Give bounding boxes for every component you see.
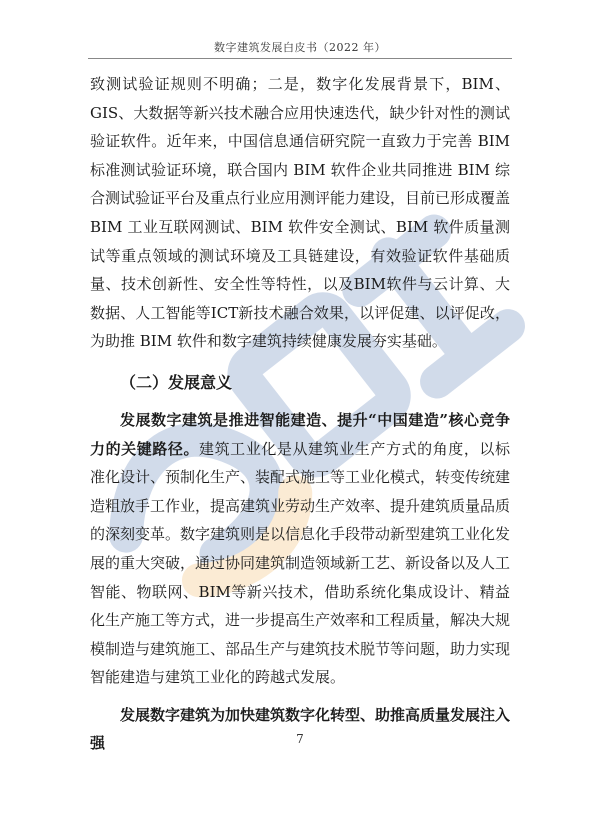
paragraph-2-body: 建筑工业化是从建筑业生产方式的角度，以标准化设计、预制化生产、装配式施工等工业化模式，转变传统建造粗放手工作业，提高建筑业劳动生产效率、提升建筑质量品质的深刻变革。数字建筑则是以信息化手段带动新型建筑工业化发展的重大突破，通过协同建筑制造领域新工艺、新设备以及人工智能、物联网、BIM等新兴技术，借助系统化集成设计、精益化生产施工等方式，进一步提高生产效率和工程质量，解决大规模制造与建筑施工、部品生产与建筑技术脱节等问题，助力实现智能建造与建筑工业化的跨越式发展。 — [90, 439, 511, 687]
running-header: 数字建筑发展白皮书（2022 年） — [214, 41, 386, 54]
body-paragraph-1: 致测试验证规则不明确；二是，数字化发展背景下，BIM、GIS、大数据等新兴技术融合应用快速迭代，缺少针对性的测试验证软件。近年来，中国信息通信研究院一直致力于完善 BIM 标准测试验证环境，联合国内 BIM 软件企业共同推进 BIM 综合测试验证平台及重点行业应用测评能力建设，目前已形成覆盖 BIM 工业互联网测试、BIM 软件安全测试、BIM 软件质量测试等重点领域的测试环境及工具链建设，有效验证软件基础质量、技术创新性、安全性等特性，以及BIM软件与云计算、大数据、人工智能等ICT新技术融合效果，以评促建、以评促改，为助推 BIM 软件和数字建筑持续健康发展夯实基础。 — [90, 75, 511, 351]
page-number: 7 — [296, 732, 304, 746]
body-paragraph-3 — [90, 701, 510, 758]
section-heading: （二）发展意义 — [120, 372, 233, 392]
header-divider — [88, 58, 512, 59]
paragraph-3-lead: 发展数字建筑为加快建筑数字化转型、助推高质量发展注入强 — [90, 705, 511, 753]
paragraph-2-lead: 发展数字建筑是推进智能建造、提升“中国建造”核心竞争力的关键路径。 — [90, 410, 510, 458]
page-body — [90, 70, 510, 758]
body-paragraph-2 — [90, 406, 510, 692]
